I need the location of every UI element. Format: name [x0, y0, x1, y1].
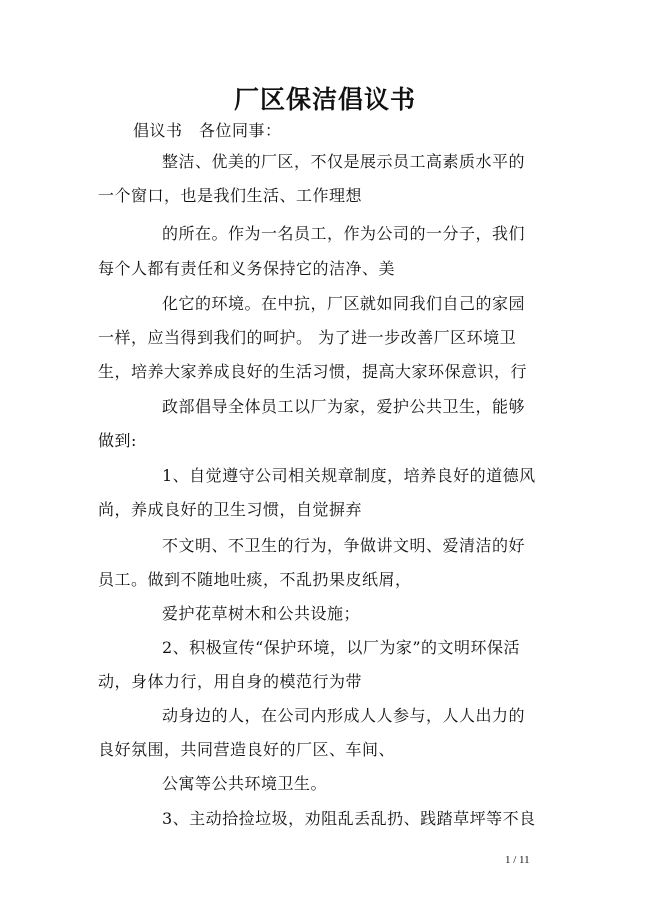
body-line: 整洁、优美的厂区，不仅是展示员工高素质水平的: [162, 152, 526, 171]
body-line: 政部倡导全体员工以厂为家，爱护公共卫生，能够: [162, 397, 526, 416]
body-line: 3、主动拾捡垃圾，劝阻乱丢乱扔、践踏草坪等不良: [162, 809, 536, 828]
body-line: 一样，应当得到我们的呵护。 为了进一步改善厂区环境卫: [98, 328, 517, 347]
body-line: 公寓等公共环境卫生。: [162, 774, 328, 793]
body-line: 的所在。作为一名员工，作为公司的一分子，我们: [162, 224, 526, 243]
body-line: 员工。做到不随地吐痰，不乱扔果皮纸屑，: [98, 570, 412, 589]
page-number: 1 / 11: [505, 854, 530, 866]
salutation-line: 倡议书 各位同事：: [133, 121, 282, 140]
body-line: 爱护花草树木和公共设施；: [162, 604, 361, 623]
body-line: 每个人都有责任和义务保持它的洁净、美: [98, 259, 396, 278]
body-line: 动，身体力行，用自身的模范行为带: [98, 672, 363, 691]
body-line: 良好氛围，共同营造良好的厂区、车间、: [98, 740, 396, 759]
body-line: 化它的环境。在中抗，厂区就如同我们自己的家园: [162, 294, 526, 313]
body-line: 不文明、不卫生的行为，争做讲文明、爱清洁的好: [162, 536, 526, 555]
body-line: 2、积极宣传“保护环境，以厂为家”的文明环保活: [162, 638, 521, 657]
body-line: 动身边的人，在公司内形成人人参与，人人出力的: [162, 706, 526, 725]
document-title: 厂区保洁倡议书: [233, 85, 416, 114]
body-line: 做到:: [98, 431, 137, 450]
body-line: 1、自觉遵守公司相关规章制度，培养良好的道德风: [162, 466, 536, 485]
body-line: 尚，养成良好的卫生习惯，自觉摒弃: [98, 500, 363, 519]
body-line: 一个窗口，也是我们生活、工作理想: [98, 186, 363, 205]
body-line: 生，培养大家养成良好的生活习惯，提高大家环保意识，行: [98, 362, 528, 381]
